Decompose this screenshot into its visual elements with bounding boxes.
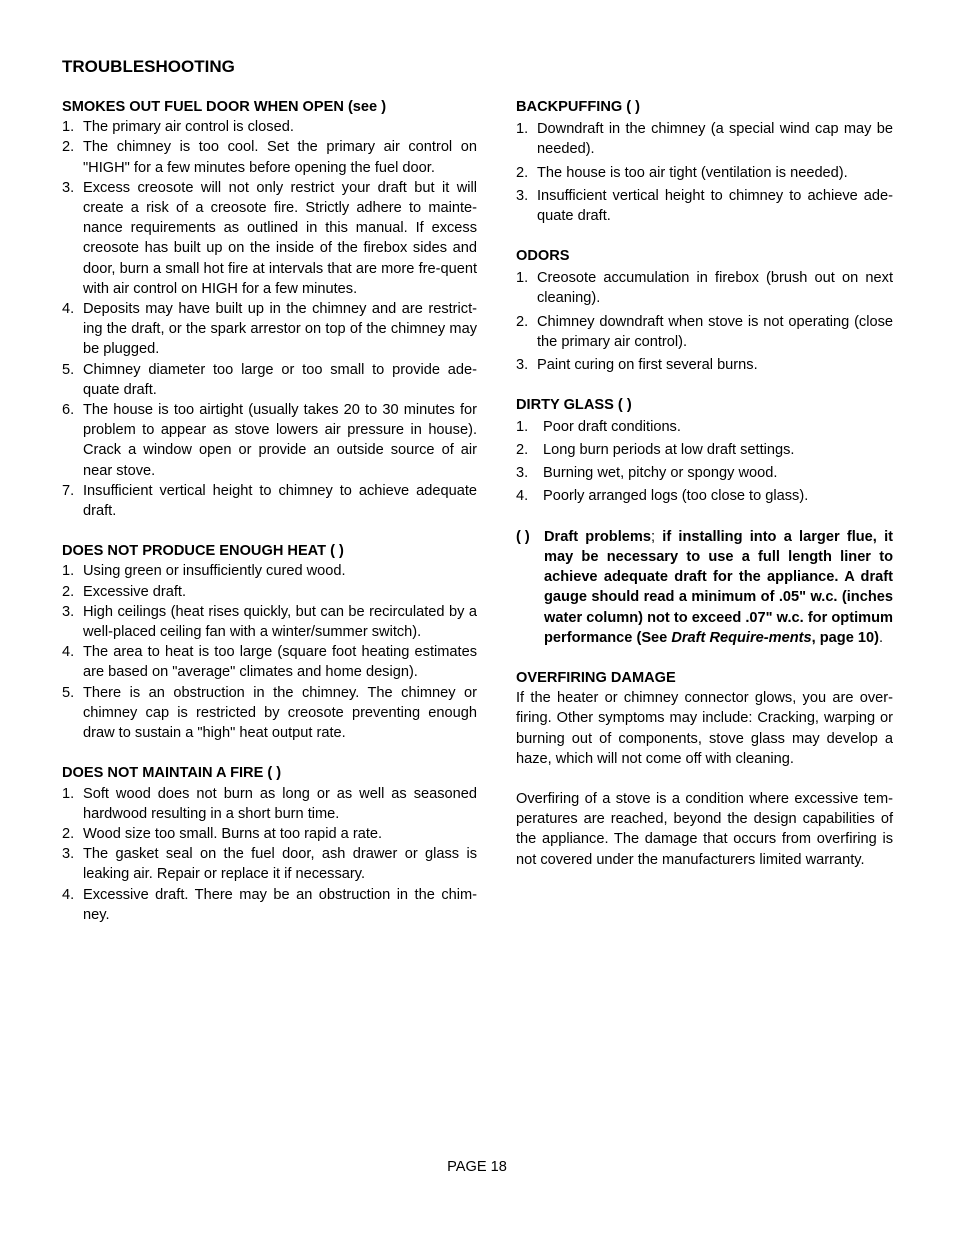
section-heading: DOES NOT PRODUCE ENOUGH HEAT ( ) bbox=[62, 543, 344, 560]
item-number: 4. bbox=[62, 644, 75, 661]
section-heading: OVERFIRING DAMAGE bbox=[516, 669, 676, 686]
backpuffing-list bbox=[516, 119, 893, 226]
item-text: Creosote accumulation in firebox (brush out on next cleaning). bbox=[537, 270, 893, 307]
item-text: Poorly arranged logs (too close to glass). bbox=[543, 488, 809, 505]
section-heading: ODORS bbox=[516, 248, 570, 264]
list-item bbox=[62, 824, 477, 844]
right-column bbox=[516, 97, 893, 890]
list-item bbox=[62, 400, 477, 481]
item-text: The area to heat is too large (square foot heating estimates are based on "average" climates and home design). bbox=[83, 644, 477, 681]
item-number: 2. bbox=[62, 139, 75, 156]
item-number: 2. bbox=[516, 164, 529, 181]
item-number: 4. bbox=[516, 488, 529, 505]
item-number: 2. bbox=[62, 583, 75, 600]
item-text: Excessive draft. There may be an obstruction in the chim-ney. bbox=[83, 886, 477, 923]
item-text: Burning wet, pitchy or spongy wood. bbox=[543, 465, 778, 482]
odors-list bbox=[516, 268, 893, 375]
note-reference: Draft Require-ments bbox=[671, 629, 812, 646]
item-number: 1. bbox=[62, 563, 75, 580]
item-number: 2. bbox=[516, 442, 529, 459]
list-item bbox=[516, 186, 893, 226]
item-text: Paint curing on first several burns. bbox=[537, 356, 758, 373]
item-text: Excessive draft. bbox=[83, 583, 187, 600]
list-item bbox=[516, 119, 893, 159]
item-number: 5. bbox=[62, 361, 75, 378]
item-text: There is an obstruction in the chimney. The chimney or chimney cap is restricted by creosote preventing enough draw to sustain a "high" heat output rate. bbox=[83, 684, 477, 742]
section-heading: DOES NOT MAINTAIN A FIRE ( ) bbox=[62, 765, 282, 782]
item-number: 3. bbox=[516, 356, 529, 373]
draft-problems-note bbox=[516, 527, 893, 648]
item-number: 1. bbox=[516, 270, 529, 287]
list-item bbox=[62, 642, 477, 682]
section-overfiring bbox=[516, 668, 893, 870]
item-text: Long burn periods at low draft settings. bbox=[543, 442, 795, 459]
item-text: Wood size too small. Burns at too rapid a rate. bbox=[83, 825, 383, 842]
list-item bbox=[516, 417, 893, 437]
item-number: 5. bbox=[62, 684, 75, 701]
item-number: 4. bbox=[62, 886, 75, 903]
list-item bbox=[62, 582, 477, 602]
item-text: Downdraft in the chimney (a special wind cap may be needed). bbox=[537, 121, 893, 158]
item-number: 1. bbox=[62, 785, 75, 802]
section-heading: BACKPUFFING ( ) bbox=[516, 99, 641, 115]
dirty-glass-list bbox=[516, 417, 893, 506]
section-backpuffing bbox=[516, 97, 893, 226]
list-item bbox=[516, 463, 893, 483]
not-enough-heat-list bbox=[62, 561, 477, 743]
note-marker: ( ) bbox=[516, 528, 530, 545]
item-text: Chimney diameter too large or too small to provide ade-quate draft. bbox=[83, 361, 477, 398]
note-lead: Draft problems bbox=[544, 528, 651, 545]
section-heading: DIRTY GLASS ( ) bbox=[516, 397, 632, 413]
list-item bbox=[516, 268, 893, 308]
paragraph: Overfiring of a stove is a condition where excessive tem-peratures are reached, beyond the design capabilities of the appliance. The damage that occurs from overfiring is not covered under the manufacturers limited warranty. bbox=[516, 790, 893, 868]
list-item bbox=[62, 360, 477, 400]
item-number: 1. bbox=[516, 121, 529, 138]
item-text: Insufficient vertical height to chimney to achieve adequate draft. bbox=[83, 482, 477, 520]
section-not-maintain-fire bbox=[62, 763, 477, 925]
item-text: Using green or insufficiently cured wood. bbox=[83, 563, 346, 580]
item-number: 2. bbox=[62, 825, 75, 842]
item-text: Chimney downdraft when stove is not operating (close the primary air control). bbox=[537, 313, 893, 350]
list-item bbox=[62, 885, 477, 925]
item-number: 7. bbox=[62, 482, 75, 499]
page-title: TROUBLESHOOTING bbox=[62, 57, 235, 76]
note-text: if installing into a larger flue, it may be necessary to use a full length liner to achieve adequate draft for the appliance. A draft gauge should read a minimum of .05" w.c. (inches water column) not to exceed .07" w.c. for optimum performance (See bbox=[544, 528, 894, 646]
item-text: The chimney is too cool. Set the primary air control on "HIGH" for a few minutes before opening the fuel door. bbox=[83, 139, 477, 176]
list-item bbox=[62, 299, 477, 360]
note-end: . bbox=[878, 629, 884, 646]
item-number: 3. bbox=[62, 603, 75, 620]
list-item bbox=[516, 355, 893, 375]
note-reference-page: , page 10) bbox=[811, 629, 879, 646]
item-number: 1. bbox=[62, 119, 75, 136]
not-maintain-fire-list bbox=[62, 784, 477, 925]
note-body bbox=[544, 527, 893, 648]
section-odors bbox=[516, 246, 893, 375]
list-item bbox=[516, 312, 893, 352]
page-number: PAGE 18 bbox=[447, 1159, 507, 1175]
list-item bbox=[62, 561, 477, 581]
item-number: 3. bbox=[62, 846, 75, 863]
section-heading: SMOKES OUT FUEL DOOR WHEN OPEN (see ) bbox=[62, 99, 387, 115]
item-text: The gasket seal on the fuel door, ash drawer or glass is leaking air. Repair or replace it if necessary. bbox=[83, 846, 477, 883]
item-text: Excess creosote will not only restrict your draft but it will create a risk of a creosote fire. Strictly adhere to mainte-nance requirements as outlined in this manual. If excess creosote has built up on the inside of the firebox sides and door, burn a small hot fire at intervals that are more fre-quent with air control on HIGH for a few minutes. bbox=[83, 179, 477, 297]
section-not-enough-heat bbox=[62, 541, 477, 743]
list-item bbox=[62, 784, 477, 824]
paragraph: If the heater or chimney connector glows, you are over-firing. Other symptoms may include: Cracking, warping or burning out of components, stove glass may develop a haze, which will not come off with cleaning. bbox=[516, 690, 893, 767]
list-item bbox=[516, 440, 893, 460]
item-text: The primary air control is closed. bbox=[83, 119, 294, 136]
item-text: The house is too airtight (usually takes 20 to 30 minutes for problem to appear as stove lowers air pressure in house). Crack a window open or provide an outside source of air near stove. bbox=[83, 402, 477, 479]
list-item bbox=[62, 178, 477, 299]
item-number: 4. bbox=[62, 301, 75, 318]
list-item bbox=[62, 481, 477, 521]
item-number: 3. bbox=[516, 187, 529, 204]
item-number: 6. bbox=[62, 402, 75, 419]
item-text: Poor draft conditions. bbox=[543, 419, 681, 436]
list-item bbox=[62, 844, 477, 884]
list-item bbox=[516, 163, 893, 183]
note-separator: ; bbox=[650, 528, 656, 545]
item-text: Insufficient vertical height to chimney to achieve ade-quate draft. bbox=[537, 187, 893, 224]
item-number: 3. bbox=[62, 179, 75, 196]
item-text: Soft wood does not burn as long or as well as seasoned hardwood resulting in a short burn time. bbox=[83, 785, 477, 822]
list-item bbox=[62, 137, 477, 177]
list-item bbox=[62, 683, 477, 744]
item-number: 3. bbox=[516, 465, 529, 482]
item-number: 2. bbox=[516, 313, 529, 330]
list-item bbox=[62, 602, 477, 642]
section-dirty-glass bbox=[516, 395, 893, 507]
list-item bbox=[62, 117, 477, 137]
item-text: High ceilings (heat rises quickly, but can be recirculated by a well-placed ceiling fan with a winter/summer switch). bbox=[83, 603, 477, 641]
list-item bbox=[516, 486, 893, 506]
item-text: The house is too air tight (ventilation is needed). bbox=[537, 164, 848, 181]
item-text: Deposits may have built up in the chimney and are restrict-ing the draft, or the spark arrestor on top of the chimney may be plugged. bbox=[83, 301, 477, 358]
left-column bbox=[62, 97, 477, 945]
section-smokes-out bbox=[62, 97, 477, 521]
smokes-out-list bbox=[62, 117, 477, 521]
item-number: 1. bbox=[516, 419, 529, 436]
